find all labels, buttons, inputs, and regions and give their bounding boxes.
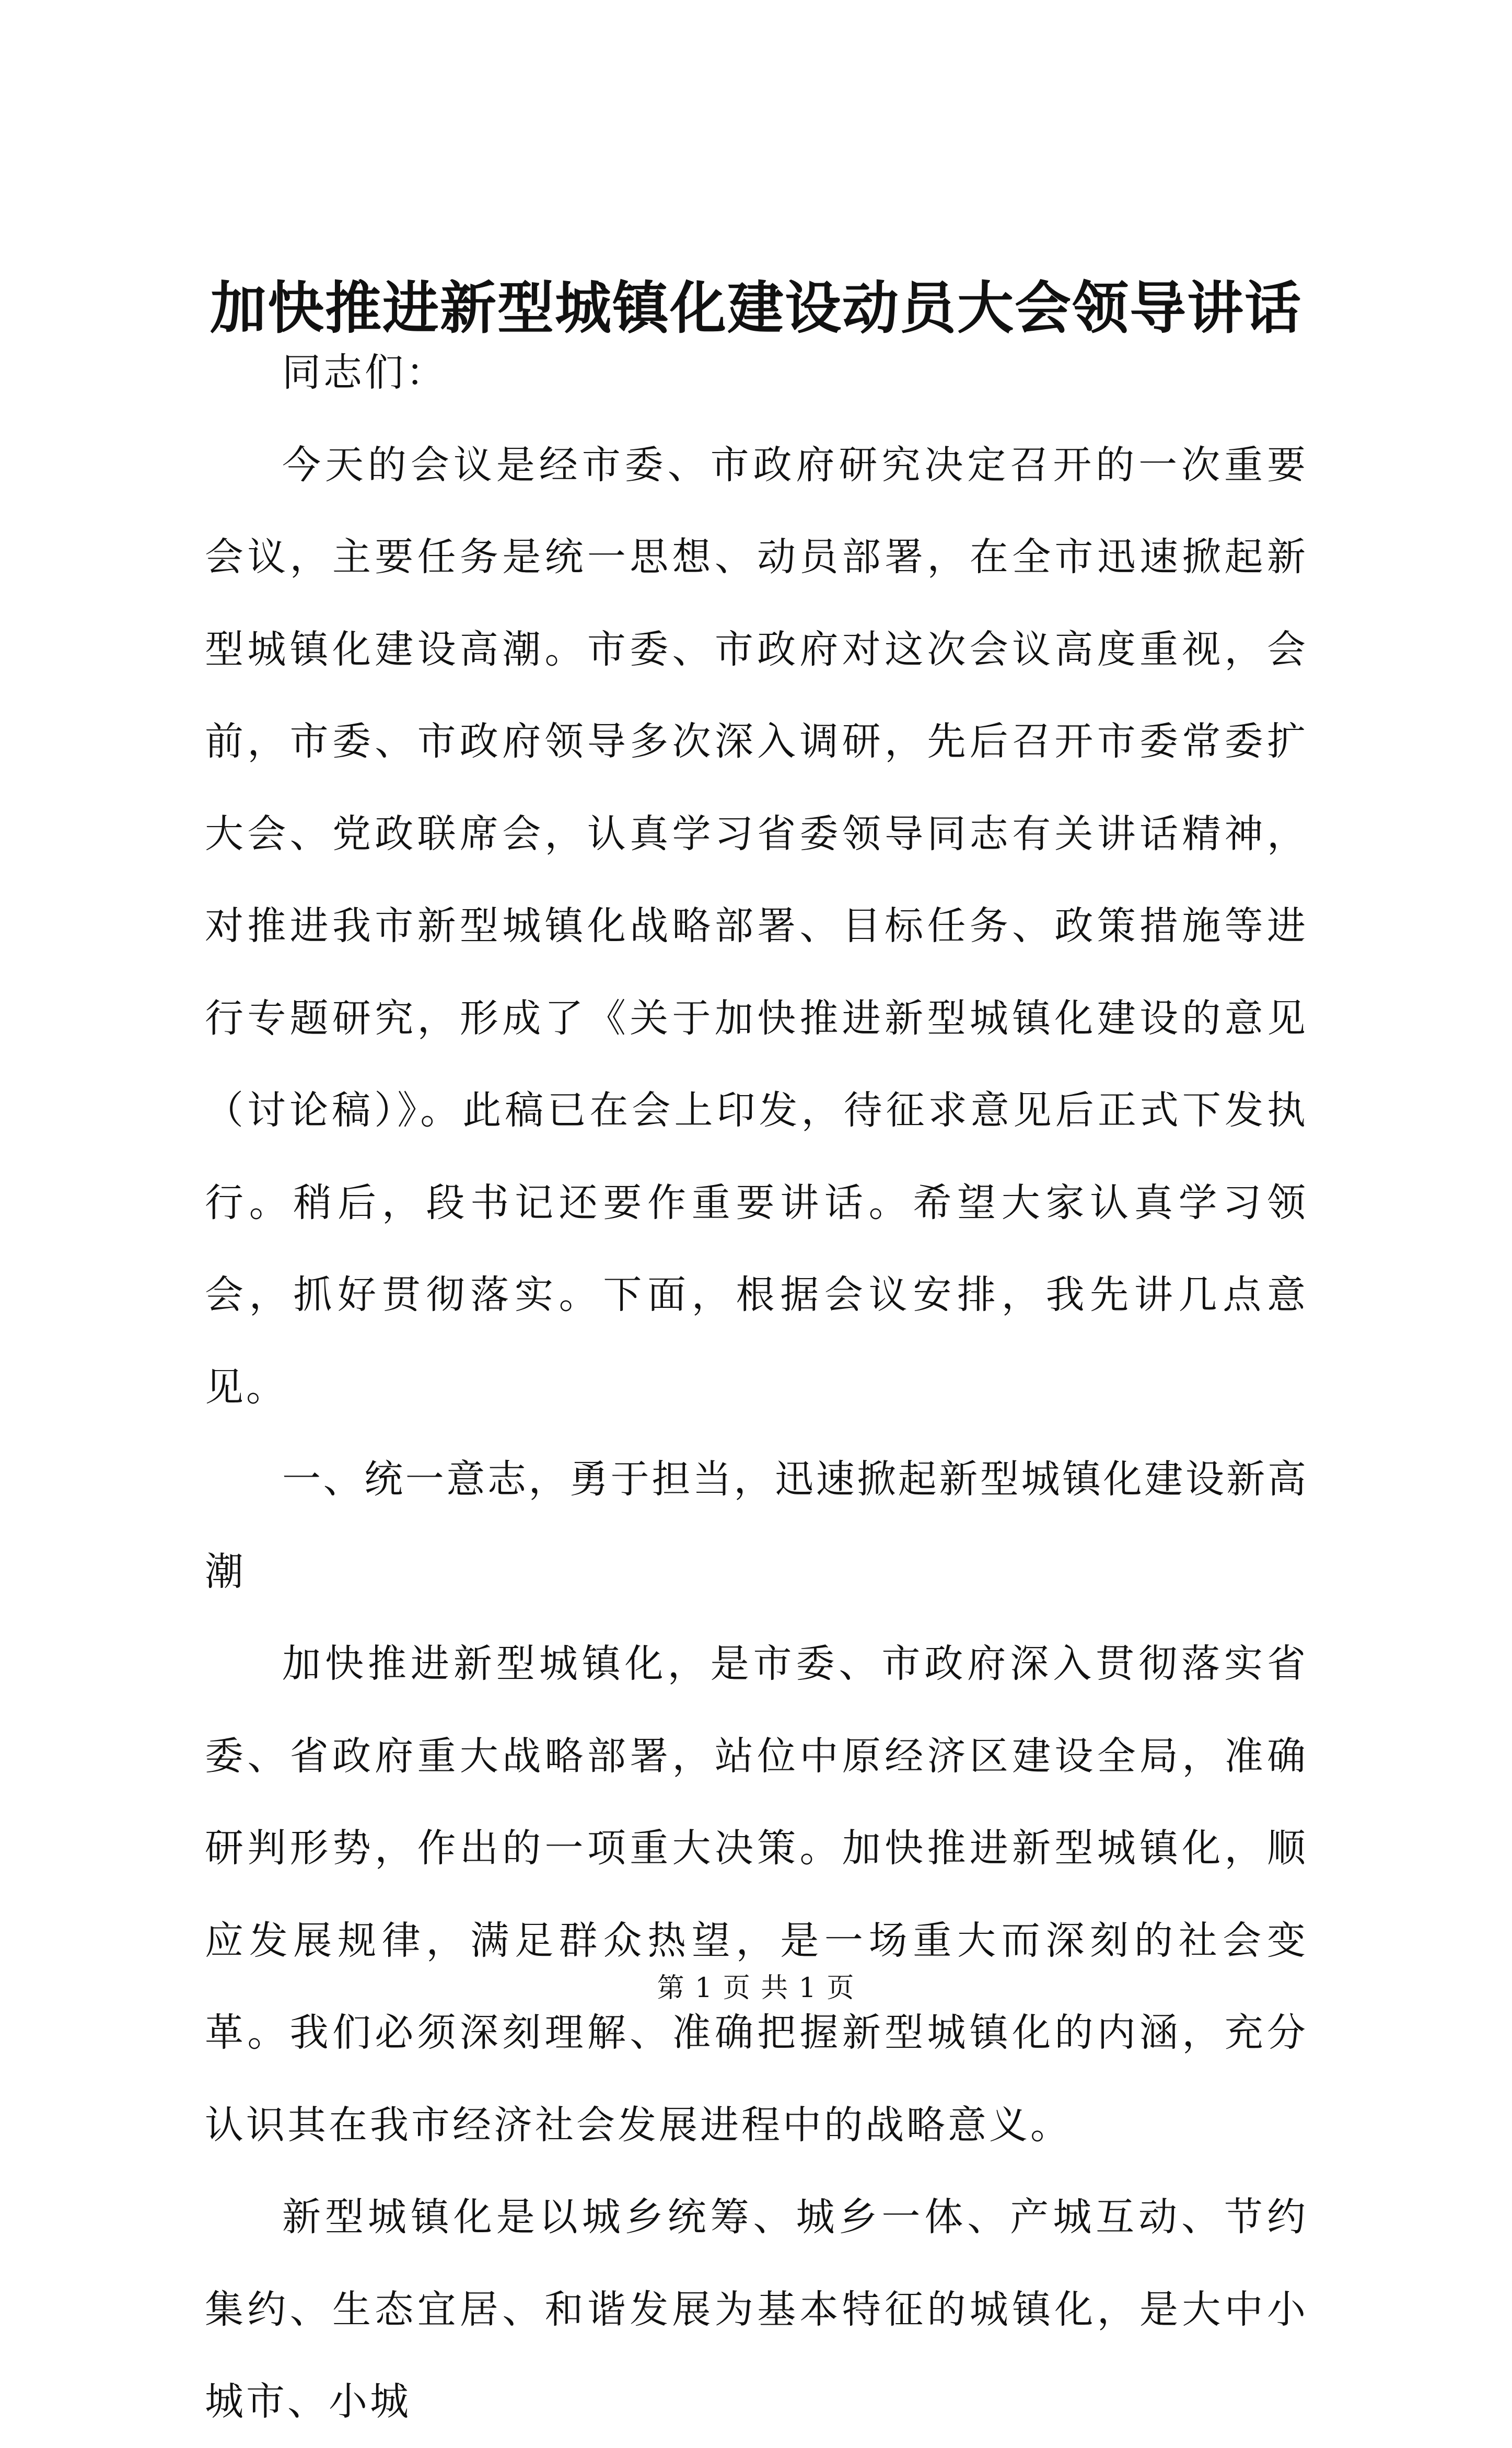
section-heading-1: 一、统一意志，勇于担当，迅速掀起新型城镇化建设新高潮 [205,1457,1308,1594]
paragraph-intro: 今天的会议是经市委、市政府研究决定召开的一次重要会议，主要任务是统一思想、动员部署，在全市迅速掀起新型城镇化建设高潮。市委、市政府对这次会议高度重视，会前，市委、市政府领导多次深入调研，先后召开市委常委扩大会、党政联席会，认真学习省委领导同志有关讲话精神，对推进我市新型城镇化战略部署、目标任务、政策措施等进行专题研究，形成了《关于加快推进新型城镇化建设的意见（讨论稿）》。此稿已在会上印发，待征求意见后正式下发执行。稍后，段书记还要作重要讲话。希望大家认真学习领会，抓好贯彻落实。下面，根据会议安排，我先讲几点意见。 [205,442,1308,1410]
page-number-footer: 第 1 页 共 1 页 [657,1973,855,2004]
document-body [205,327,1308,2448]
paragraph-section-1: 加快推进新型城镇化，是市委、市政府深入贯彻落实省委、省政府重大战略部署，站位中原经济区建设全局，准确研判形势，作出的一项重大决策。加快推进新型城镇化，顺应发展规律，满足群众热望，是一场重大而深刻的社会变革。我们必须深刻理解、准确把握新型城镇化的内涵，充分认识其在我市经济社会发展进程中的战略意义。 [205,1641,1308,2148]
paragraph-definition: 新型城镇化是以城乡统筹、城乡一体、产城互动、节约集约、生态宜居、和谐发展为基本特征的城镇化，是大中小城市、小城 [205,2195,1308,2424]
salutation: 同志们： [282,350,447,395]
document-title: 加快推进新型城镇化建设动员大会领导讲话 [210,275,1302,341]
